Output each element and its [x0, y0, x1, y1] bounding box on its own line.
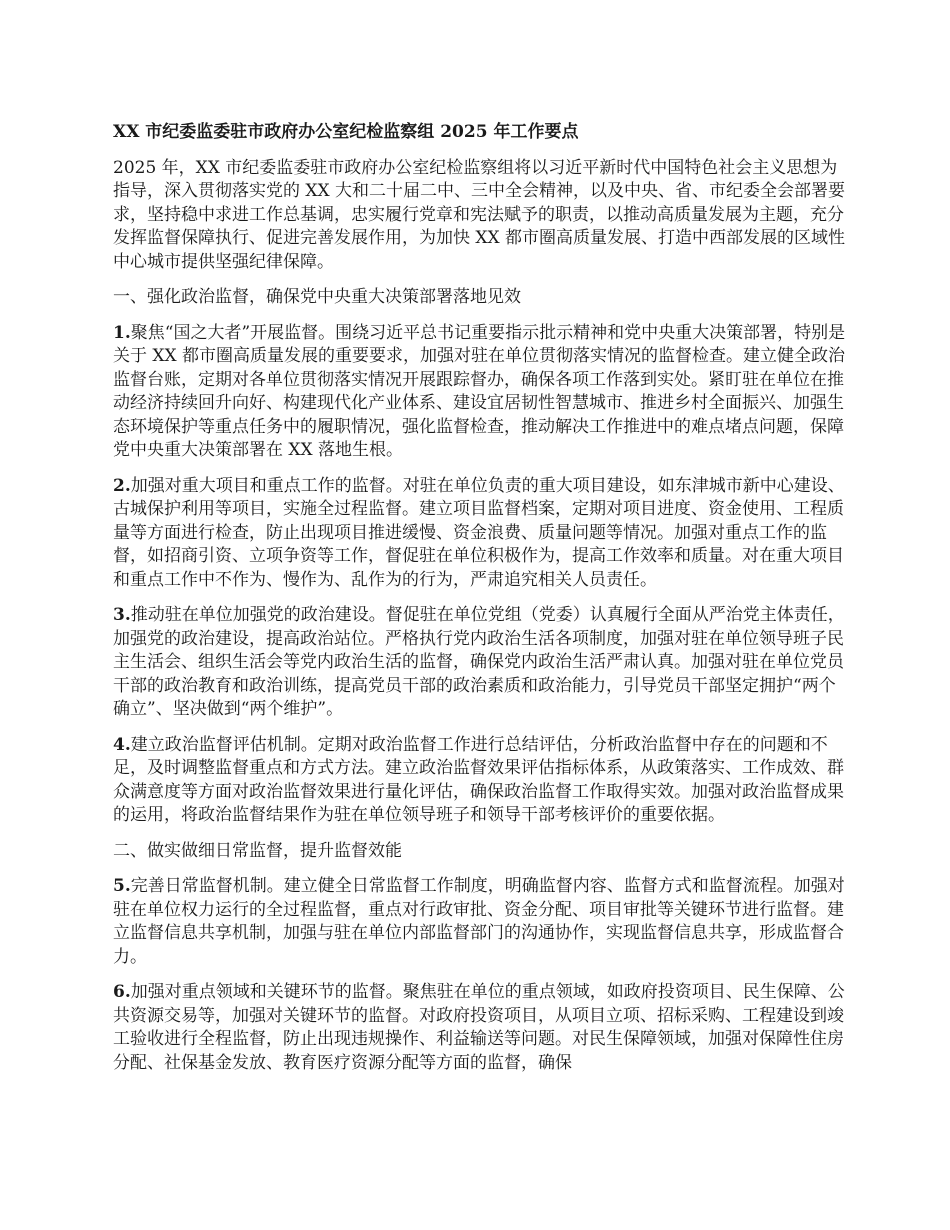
document-title: XX 市纪委监委驻市政府办公室纪检监察组 2025 年工作要点: [113, 122, 579, 142]
item-number: 6.: [113, 982, 131, 1002]
item-text: 加强对重点领域和关键环节的监督。聚焦驻在单位的重点领域，如政府投资项目、民生保障、公共资源交易等，加强对关键环节的监督。对政府投资项目，从项目立项、招标采购、工程建设到竣工验收进行全程监督，防止出现违规操作、利益输送等问题。对民生保障领域，加强对保障性住房分配、社保基金发放、教育医疗资源分配等方面的监督，确保: [113, 982, 845, 1073]
item-text: 聚焦“国之大者”开展监督。围绕习近平总书记重要指示批示精神和党中央重大决策部署，特别是关于 XX 都市圈高质量发展的重要要求，加强对驻在单位贯彻落实情况的监督检查。建立健全政治监督台账，定期对各单位贯彻落实情况开展跟踪督办，确保各项工作落到实处。紧盯驻在单位在推动经济持续回升向好、构建现代化产业体系、建设宜居韧性智慧城市、推进乡村全面振兴、加强生态环境保护等重点任务中的履职情况，强化监督检查，推动解决工作推进中的难点堵点问题，保障党中央重大决策部署在 XX 落地生根。: [113, 322, 846, 460]
list-item-6: [113, 981, 848, 1075]
item-number: 4.: [113, 734, 131, 755]
list-item-3: [113, 604, 848, 722]
item-number: 2.: [113, 475, 131, 496]
list-item-4: [113, 734, 848, 828]
section-heading-2: 二、做实做细日常监督，提升监督效能: [113, 840, 402, 861]
list-item-5: [113, 875, 848, 969]
document-page: [113, 121, 848, 1087]
item-number: 1.: [113, 322, 131, 343]
list-item-2: [113, 475, 848, 593]
item-text: 推动驻在单位加强党的政治建设。督促驻在单位党组（党委）认真履行全面从严治党主体责任，加强党的政治建设，提高政治站位。严格执行党内政治生活各项制度，加强对驻在单位领导班子民主生活会、组织生活会等党内政治生活的监督，确保党内政治生活严肃认真。加强对驻在单位党员干部的政治教育和政治训练，提高党员干部的政治素质和政治能力，引导党员干部坚定拥护“两个确立”、坚决做到“两个维护”。: [113, 605, 845, 719]
list-item-1: [113, 322, 848, 463]
section-heading-1: 一、强化政治监督，确保党中央重大决策部署落地见效: [113, 287, 521, 307]
item-text: 完善日常监督机制。建立健全日常监督工作制度，明确监督内容、监督方式和监督流程。加强对驻在单位权力运行的全过程监督，重点对行政审批、资金分配、项目审批等关键环节进行监督。建立监督信息共享机制，加强与驻在单位内部监督部门的沟通协作，实现监督信息共享，形成监督合力。: [113, 876, 845, 967]
item-number: 3.: [113, 605, 131, 625]
item-text: 建立政治监督评估机制。定期对政治监督工作进行总结评估，分析政治监督中存在的问题和不足，及时调整监督重点和方式方法。建立政治监督效果评估指标体系，从政策落实、工作成效、群众满意度等方面对政治监督效果进行量化评估，确保政治监督工作取得实效。加强对政治监督成果的运用，将政治监督结果作为驻在单位领导班子和领导干部考核评价的重要依据。: [113, 734, 844, 825]
item-text: 加强对重大项目和重点工作的监督。对驻在单位负责的重大项目建设，如东津城市新中心建设、古城保护利用等项目，实施全过程监督。建立项目监督档案，定期对项目进度、资金使用、工程质量等方面进行检查，防止出现项目推进缓慢、资金浪费、质量问题等情况。加强对重点工作的监督，如招商引资、立项争资等工作，督促驻在单位积极作为，提高工作效率和质量。对在重大项目和重点工作中不作为、慢作为、乱作为的行为，严肃追究相关人员责任。: [113, 475, 845, 590]
item-number: 5.: [113, 876, 131, 896]
intro-paragraph: 2025 年，XX 市纪委监委驻市政府办公室纪检监察组将以习近平新时代中国特色社会主义思想为指导，深入贯彻落实党的 XX 大和二十届二中、三中全会精神，以及中央、省、市纪委全会部署要求，坚持稳中求进工作总基调，忠实履行党章和宪法赋予的职责，以推动高质量发展为主题，充分发挥监督保障执行、促进完善发展作用，为加快 XX 都市圈高质量发展、打造中西部发展的区域性中心城市提供坚强纪律保障。: [113, 157, 846, 272]
